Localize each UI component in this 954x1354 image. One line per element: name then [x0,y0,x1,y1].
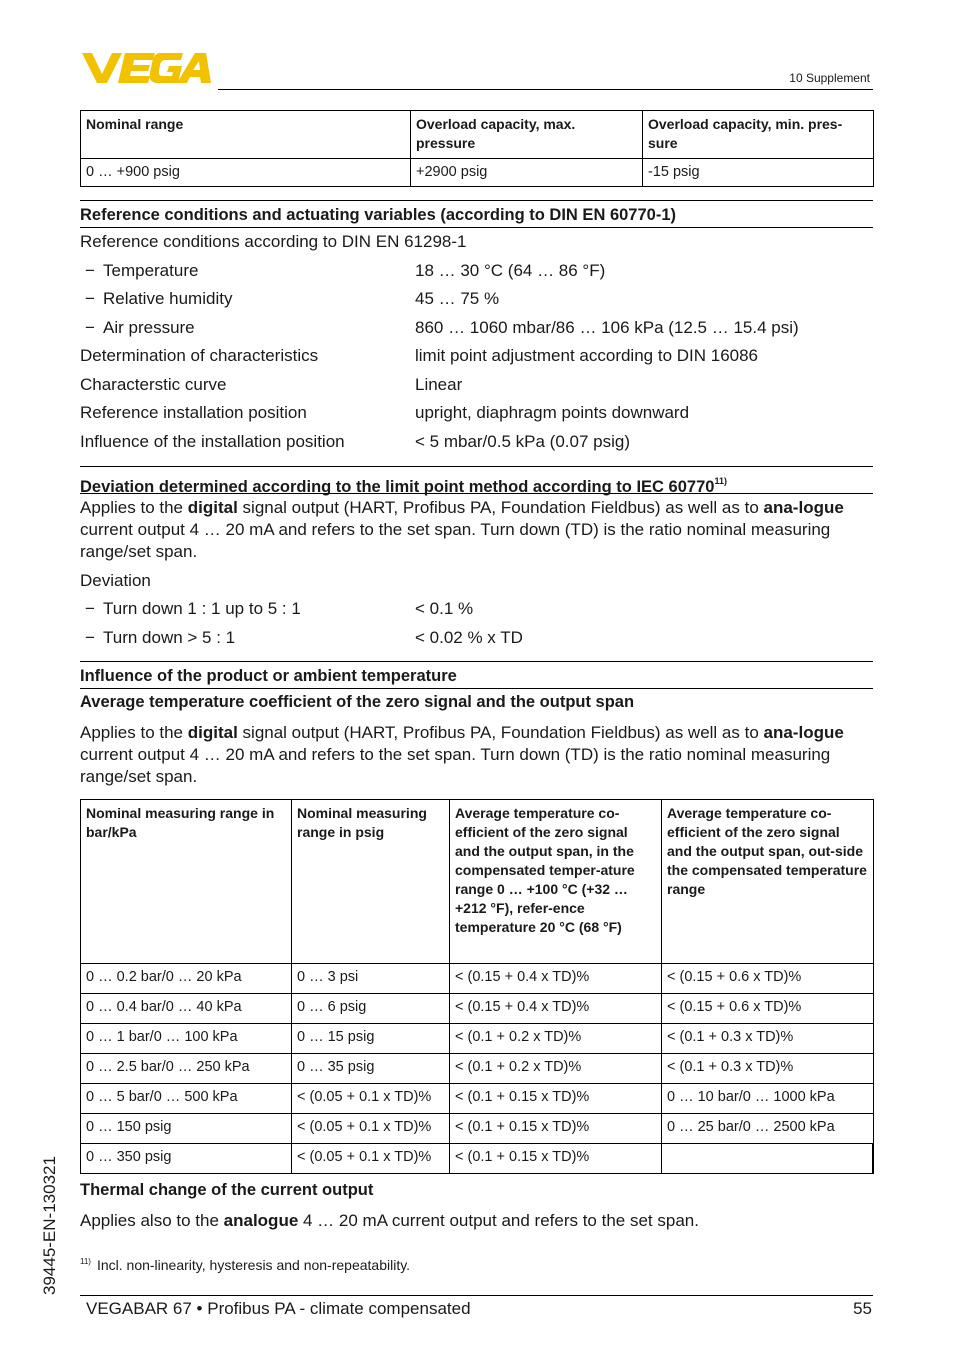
table-row [81,1144,874,1174]
deviation-label: Deviation [80,571,151,590]
section-label: 10 Supplement [789,71,870,85]
spec-value: < 0.1 % [415,599,474,618]
table-cell [662,1144,874,1174]
footnote-ref: 11) [714,476,727,486]
vega-logo [80,50,212,86]
text: signal output (HART, Profibus PA, Foundation Fieldbus) as well as to [237,498,764,517]
spec-value: limit point adjustment according to DIN 16086 [415,346,759,365]
text: Applies to the [80,723,188,742]
page-number: 55 [853,1299,872,1318]
table-cell: 0 … 10 bar/0 … 1000 kPa [662,1084,874,1114]
text: Applies also to the [80,1211,224,1230]
table-header: Overload capacity, max. pressure [411,111,643,159]
table-header: Nominal range [81,111,411,159]
emphasis: ana-logue [763,723,844,742]
table-cell: 0 … 1 bar/0 … 100 kPa [81,1024,292,1054]
table-cell: 0 … 5 bar/0 … 500 kPa [81,1084,292,1114]
emphasis: ana-logue [763,498,844,517]
table-cell: 0 … 25 bar/0 … 2500 kPa [662,1114,874,1144]
spec-label: Reference installation position [80,403,307,422]
table-cell: < (0.15 + 0.4 x TD)% [450,994,662,1024]
table-row [81,1024,874,1054]
footer-title: VEGABAR 67 • Profibus PA - climate compensated [86,1299,471,1318]
deviation-heading-text: Deviation determined according to the limit point method according to IEC 60770 [80,478,715,496]
influence-paragraph [80,722,873,788]
table-header: Overload capacity, min. pres-sure [643,111,874,159]
deviation-paragraph [80,497,873,563]
table-cell: < (0.1 + 0.15 x TD)% [450,1084,662,1114]
table-row [81,1114,874,1144]
spec-label: Relative humidity [103,289,233,308]
spec-label: Turn down 1 : 1 up to 5 : 1 [103,599,301,618]
spec-label: Temperature [103,261,199,280]
influence-subheading: Average temperature coefficient of the zero signal and the output span [80,693,635,711]
text: current output 4 … 20 mA and refers to the set span. Turn down (TD) is the ratio nominal measuring range/set span. [80,745,831,786]
spec-value: Linear [415,375,463,394]
text: signal output (HART, Profibus PA, Foundation Fieldbus) as well as to [237,723,764,742]
spec-value: upright, diaphragm points downward [415,403,690,422]
spec-value: 45 … 75 % [415,289,500,308]
table-cell: < (0.1 + 0.3 x TD)% [662,1054,874,1084]
table-cell: 0 … 0.4 bar/0 … 40 kPa [81,994,292,1024]
emphasis: analogue [223,1211,299,1230]
table-cell: 0 … 15 psig [292,1024,450,1054]
table-cell: < (0.1 + 0.15 x TD)% [450,1144,662,1174]
table-cell: 0 … 6 psig [292,994,450,1024]
table-cell: < (0.1 + 0.3 x TD)% [662,1024,874,1054]
table-cell: 0 … 2.5 bar/0 … 250 kPa [81,1054,292,1084]
table-cell: -15 psig [643,159,874,187]
table-cell: 0 … 3 psi [292,964,450,994]
table-cell: < (0.05 + 0.1 x TD)% [292,1144,450,1174]
table-header: Nominal measuring range in psig [292,800,450,964]
thermal-heading: Thermal change of the current output [80,1181,374,1199]
table-cell: 0 … 35 psig [292,1054,450,1084]
spec-value: < 0.02 % x TD [415,628,523,647]
table-header: Average temperature co-efficient of the zero signal and the output span, in the compensated temper-ature range 0 … +100 °C (+32 … +212 °F), refer-ence temperature 20 °C (68 °F) [450,800,662,964]
spec-value: 18 … 30 °C (64 … 86 °F) [415,261,606,280]
table-cell: +2900 psig [411,159,643,187]
reference-heading: Reference conditions and actuating variables (according to DIN EN 60770-1) [80,200,873,228]
spec-label: Turn down > 5 : 1 [103,628,236,647]
spec-label: Determination of characteristics [80,346,319,365]
temperature-coefficient-table [80,799,874,1174]
table-cell: 0 … 350 psig [81,1144,292,1174]
thermal-paragraph [80,1210,873,1232]
spec-value: 860 … 1060 mbar/86 … 106 kPa (12.5 … 15.4 psi) [415,318,799,337]
table-cell: 0 … 0.2 bar/0 … 20 kPa [81,964,292,994]
document-id: 39445-EN-130321 [40,1156,59,1295]
header-rule [218,89,873,90]
text: Applies to the [80,498,188,517]
table-cell: < (0.1 + 0.2 x TD)% [450,1054,662,1084]
table-row [81,1054,874,1084]
spec-label: Influence of the installation position [80,432,345,451]
table-row [81,1084,874,1114]
emphasis: digital [187,723,238,742]
footnote-text: Incl. non-linearity, hysteresis and non-repeatability. [96,1257,411,1273]
emphasis: digital [187,498,238,517]
reference-intro: Reference conditions according to DIN EN 61298-1 [80,232,467,251]
spec-label: Characterstic curve [80,375,227,394]
table-cell: < (0.1 + 0.2 x TD)% [450,1024,662,1054]
table-cell: 0 … +900 psig [81,159,411,187]
table-row [81,994,874,1024]
table-cell: < (0.15 + 0.6 x TD)% [662,994,874,1024]
table-row [81,964,874,994]
text: 4 … 20 mA current output and refers to the set span. [298,1211,699,1230]
table-header: Average temperature co-efficient of the zero signal and the output span, out-side the compensated temperature range [662,800,874,964]
table-cell: < (0.15 + 0.6 x TD)% [662,964,874,994]
table-cell: < (0.15 + 0.4 x TD)% [450,964,662,994]
spec-label: Air pressure [103,318,195,337]
deviation-heading [80,466,873,494]
footnote [80,1257,410,1273]
table-cell: < (0.1 + 0.15 x TD)% [450,1114,662,1144]
influence-heading: Influence of the product or ambient temperature [80,661,873,689]
table-cell: < (0.05 + 0.1 x TD)% [292,1084,450,1114]
text: current output 4 … 20 mA and refers to the set span. Turn down (TD) is the ratio nominal measuring range/set span. [80,520,831,561]
overload-table [80,110,874,187]
table-cell: 0 … 150 psig [81,1114,292,1144]
table-header: Nominal measuring range in bar/kPa [81,800,292,964]
footnote-mark: 11) [80,1257,91,1266]
table-cell: < (0.05 + 0.1 x TD)% [292,1114,450,1144]
spec-value: < 5 mbar/0.5 kPa (0.07 psig) [415,432,630,451]
table-row [81,159,874,187]
footer-rule [80,1295,873,1296]
